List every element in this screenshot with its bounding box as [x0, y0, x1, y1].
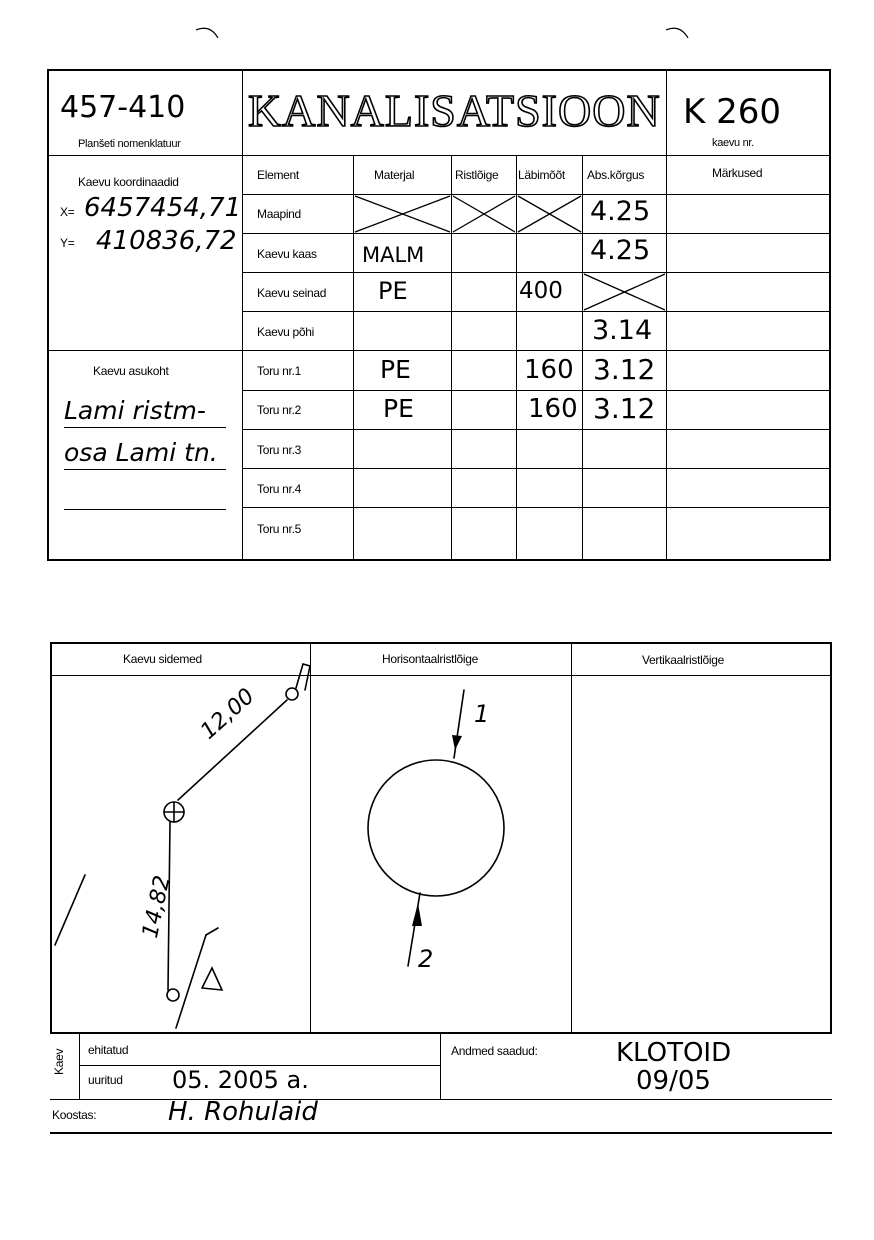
row-label: Kaevu põhi — [257, 325, 315, 339]
section-title-horisontaal: Horisontaalristlõige — [382, 652, 479, 666]
coords-label: Kaevu koordinaadid — [78, 175, 179, 189]
andmed-label: Andmed saadud: — [451, 1044, 538, 1058]
plansheet-label: Planšeti nomenklatuur — [78, 138, 181, 150]
location-line-1: Lami ristm- — [64, 396, 206, 425]
materjal-value: PE — [378, 277, 408, 305]
abs-korgus-value: 3.12 — [593, 353, 656, 386]
y-label: Y= — [60, 236, 75, 250]
divider — [50, 1132, 832, 1134]
section-title-vertikaal: Vertikaalristlõige — [642, 653, 724, 667]
row-label: Maapind — [257, 207, 301, 221]
row-label: Kaevu kaas — [257, 247, 317, 261]
col-header-materjal: Materjal — [374, 168, 415, 182]
row-label: Toru nr.3 — [257, 443, 301, 457]
row-label: Toru nr.4 — [257, 482, 301, 496]
col-header-abs-korgus: Abs.kõrgus — [587, 168, 645, 182]
materjal-value: PE — [383, 394, 414, 423]
row-label: Kaevu seinad — [257, 286, 327, 300]
andmed-value-1: KLOTOID — [616, 1038, 732, 1068]
y-value: 410836,72 — [96, 226, 237, 256]
col-header-markused: Märkused — [712, 166, 763, 180]
pipe-label-2: 2 — [418, 945, 434, 973]
kaev-label: Kaev — [52, 1048, 66, 1075]
pipe-label-1: 1 — [474, 700, 490, 728]
abs-korgus-value: 4.25 — [590, 196, 651, 227]
well-number-label: kaevu nr. — [712, 137, 754, 149]
labimoot-value: 160 — [528, 394, 578, 424]
labimoot-value: 400 — [519, 278, 563, 304]
row-label: Toru nr.2 — [257, 403, 301, 417]
divider — [79, 1034, 80, 1099]
abs-korgus-value: 3.14 — [592, 315, 653, 346]
plansheet-number: 457-410 — [60, 90, 186, 125]
ehitatud-label: ehitatud — [88, 1043, 129, 1057]
divider — [440, 1034, 441, 1099]
location-label: Kaevu asukoht — [93, 364, 169, 378]
row-label: Toru nr.5 — [257, 522, 301, 536]
labimoot-value: 160 — [524, 355, 574, 385]
well-number: K 260 — [683, 92, 781, 132]
distance-label-1: 12,00 — [196, 683, 260, 745]
col-header-labimoot: Läbimõõt — [518, 168, 565, 182]
uuritud-value: 05. 2005 a. — [172, 1066, 309, 1094]
materjal-value: PE — [380, 355, 411, 384]
x-label: X= — [60, 205, 75, 219]
koostas-value: H. Rohulaid — [168, 1097, 318, 1127]
materjal-value: MALM — [362, 243, 425, 267]
distance-label-2: 14,82 — [138, 873, 176, 941]
col-header-ristloige: Ristlõige — [455, 168, 499, 182]
col-header-element: Element — [257, 168, 299, 182]
row-label: Toru nr.1 — [257, 364, 301, 378]
page-title: KANALISATSIOON — [248, 85, 661, 136]
abs-korgus-value: 4.25 — [590, 235, 651, 266]
location-line-2: osa Lami tn. — [64, 438, 218, 467]
koostas-label: Koostas: — [52, 1108, 97, 1122]
andmed-value-2: 09/05 — [636, 1066, 711, 1096]
section-title-sidemed: Kaevu sidemed — [123, 652, 202, 666]
abs-korgus-value: 3.12 — [593, 392, 656, 425]
uuritud-label: uuritud — [88, 1073, 123, 1087]
punch-hole-mark — [0, 0, 874, 60]
x-value: 6457454,71 — [84, 193, 242, 223]
